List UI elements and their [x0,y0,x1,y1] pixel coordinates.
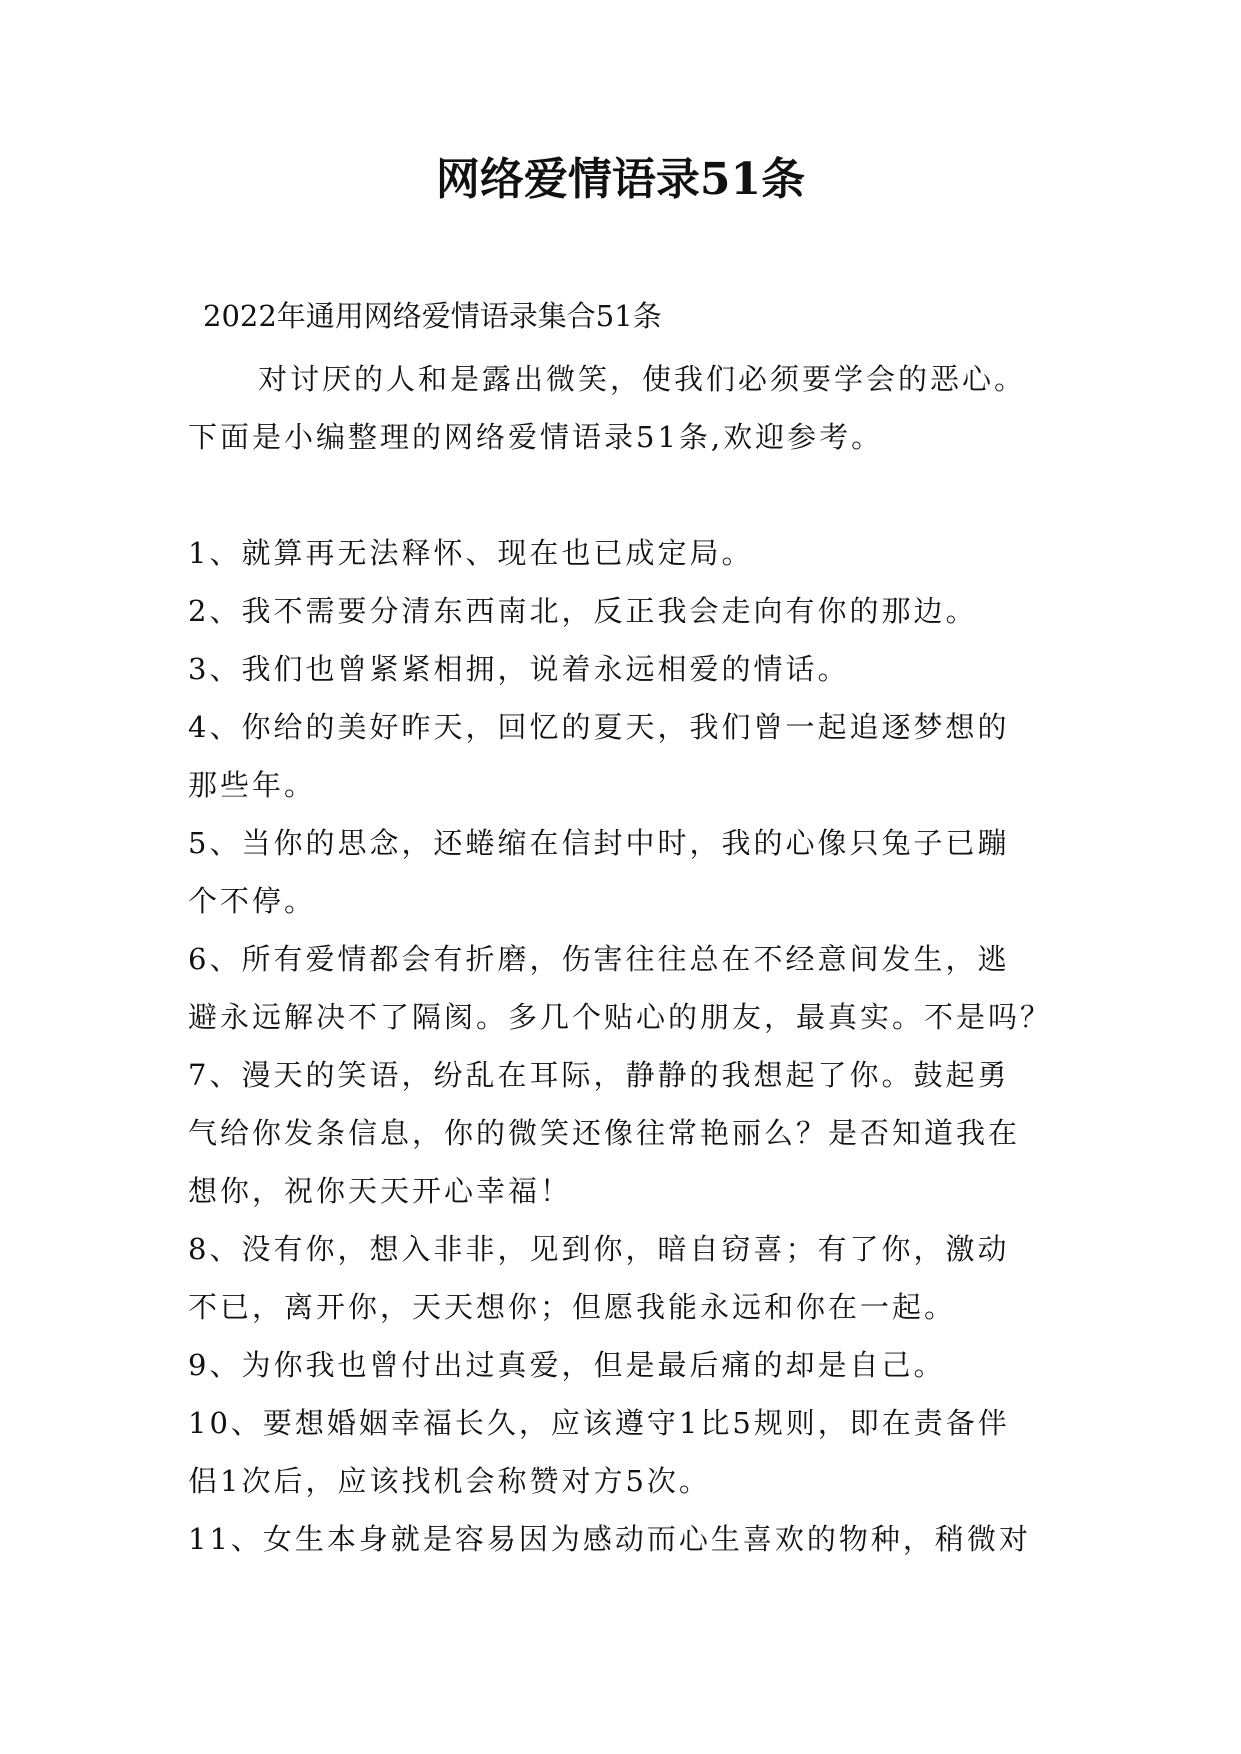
list-item [188,814,1068,930]
list-item-line: 5、当你的思念，还蜷缩在信封中时，我的心像只兔子已蹦 [188,826,1010,860]
list-item [188,640,1068,698]
list-item [188,930,1068,1046]
list-item [188,1046,1068,1220]
list-item-line: 3、我们也曾紧紧相拥，说着永远相爱的情话。 [188,652,850,686]
list-item [188,582,1068,640]
list-item-line: 8、没有你，想入非非，见到你，暗自窃喜；有了你，激动 [188,1232,1010,1266]
list-item-line: 6、所有爱情都会有折磨，伤害往往总在不经意间发生，逃 [188,942,1010,976]
list-item [188,1220,1068,1336]
list-item-line: 2、我不需要分清东西南北，反正我会走向有你的那边。 [188,594,978,628]
list-item-line: 想你，祝你天天开心幸福！ [188,1174,573,1208]
list-item [188,1394,1068,1510]
list-item-line: 4、你给的美好昨天，回忆的夏天，我们曾一起追逐梦想的 [188,710,1010,744]
list-item-line: 避永远解决不了隔阂。多几个贴心的朋友，最真实。不是吗？ [188,1000,1053,1034]
list-item-line: 那些年。 [188,768,317,802]
list-item [188,1510,1068,1568]
intro-line: 下面是小编整理的网络爱情语录51条,欢迎参考。 [188,420,884,454]
intro-line: 对讨厌的人和是露出微笑，使我们必须要学会的恶心。 [258,362,1027,396]
list-item [188,524,1068,582]
quote-list [188,524,1068,1568]
list-item-line: 侣1次后，应该找机会称赞对方5次。 [188,1464,711,1498]
list-item-line: 11、女生本身就是容易因为感动而心生喜欢的物种，稍微对 [188,1522,1031,1556]
list-item [188,698,1068,814]
intro-paragraph [188,350,1088,466]
list-item-line: 个不停。 [188,884,317,918]
list-item-line: 10、要想婚姻幸福长久，应该遵守1比5规则，即在责备伴 [188,1406,1010,1440]
list-item-line: 9、为你我也曾付出过真爱，但是最后痛的却是自己。 [188,1348,946,1382]
list-item [188,1336,1068,1394]
list-item-line: 气给你发条信息，你的微笑还像往常艳丽么？是否知道我在 [188,1116,1021,1150]
list-item-line: 不已，离开你，天天想你；但愿我能永远和你在一起。 [188,1290,957,1324]
list-item-line: 7、漫天的笑语，纷乱在耳际，静静的我想起了你。鼓起勇 [188,1058,1010,1092]
document-subtitle: 2022年通用网络爱情语录集合51条 [203,299,662,333]
document-title: 网络爱情语录51条 [435,154,806,205]
list-item-line: 1、就算再无法释怀、现在也已成定局。 [188,536,754,570]
